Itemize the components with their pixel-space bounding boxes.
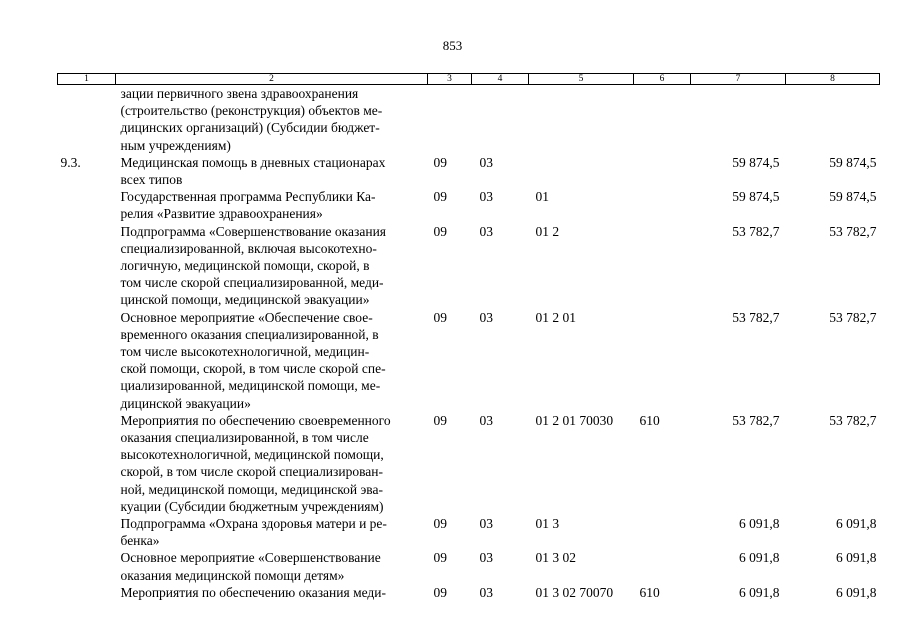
- target-article-code: 01: [535, 189, 549, 205]
- column-header: 7: [691, 74, 786, 85]
- amount-col8: [786, 85, 880, 154]
- table-row: [58, 412, 880, 515]
- row-number: [58, 223, 116, 309]
- expense-type-code: [634, 549, 691, 583]
- column-header: 4: [472, 74, 529, 85]
- row-number: [58, 309, 116, 412]
- row-description: Мероприятия по обеспечению оказания меди-: [120, 584, 387, 600]
- subsection-code: 03: [479, 550, 493, 566]
- amount-col7: 59 874,5: [732, 154, 780, 170]
- amount-col7: 6 091,8: [739, 584, 780, 600]
- table-row: [58, 223, 880, 309]
- table-row: [58, 549, 880, 583]
- target-article-code: 01 2 01: [535, 309, 576, 325]
- expense-type-code: 610: [639, 584, 660, 600]
- row-description: Медицинская помощь в дневных стационарах всех типов: [120, 154, 386, 188]
- table-row: [58, 154, 880, 188]
- table-row: [58, 515, 880, 549]
- amount-col7: 53 782,7: [732, 223, 780, 239]
- amount-col7: 6 091,8: [739, 550, 780, 566]
- subsection-code: 03: [479, 412, 493, 428]
- table-row: [58, 85, 880, 154]
- row-number: [58, 584, 116, 601]
- amount-col7: [691, 85, 786, 154]
- amount-col8: 6 091,8: [836, 584, 877, 600]
- section-code: 09: [433, 412, 447, 428]
- column-header: 2: [116, 74, 428, 85]
- page-number: 853: [442, 38, 463, 53]
- expense-type-code: [634, 154, 691, 188]
- row-description: Подпрограмма «Охрана здоровья матери и ре- бенка»: [120, 516, 387, 549]
- section-code: 09: [433, 189, 447, 205]
- row-number: [58, 85, 116, 154]
- table-row: [58, 188, 880, 222]
- column-number-header-row: [58, 74, 880, 85]
- target-article-code: [529, 85, 634, 154]
- column-header: 8: [786, 74, 880, 85]
- subsection-code: [472, 85, 529, 154]
- subsection-code: 03: [479, 223, 493, 239]
- column-header: 5: [529, 74, 634, 85]
- section-code: 09: [433, 550, 447, 566]
- amount-col8: 6 091,8: [836, 550, 877, 566]
- subsection-code: 03: [479, 584, 493, 600]
- column-header: 6: [634, 74, 691, 85]
- section-code: 09: [433, 223, 447, 239]
- row-number: [58, 188, 116, 222]
- row-description: Мероприятия по обеспечению своевременного оказания специализированной, в том числе высокотехнологичной, медицинской помощи, скорой, в том числе скорой специализирован- ной, медицинской помощи, медицинской эва- куации (Субсидии бюджетным учреждениям): [120, 412, 391, 514]
- expense-type-code: 610: [639, 412, 660, 428]
- target-article-code: 01 3 02: [535, 550, 576, 566]
- table-row: [58, 584, 880, 601]
- amount-col8: 53 782,7: [829, 223, 877, 239]
- row-number: [58, 412, 116, 515]
- column-header: 3: [428, 74, 472, 85]
- expense-type-code: [634, 223, 691, 309]
- amount-col8: 6 091,8: [836, 516, 877, 532]
- target-article-code: 01 2 01 70030: [535, 412, 614, 428]
- table-row: [58, 309, 880, 412]
- target-article-code: 01 3 02 70070: [535, 584, 614, 600]
- section-code: 09: [433, 584, 447, 600]
- expense-type-code: [634, 515, 691, 549]
- target-article-code: 01 3: [535, 516, 560, 532]
- section-code: 09: [433, 309, 447, 325]
- amount-col8: 59 874,5: [829, 154, 877, 170]
- amount-col8: 59 874,5: [829, 189, 877, 205]
- budget-table: [57, 73, 880, 601]
- subsection-code: 03: [479, 154, 493, 170]
- row-number: [58, 549, 116, 583]
- row-description: Основное мероприятие «Совершенствование оказания медицинской помощи детям»: [120, 550, 381, 583]
- subsection-code: 03: [479, 309, 493, 325]
- expense-type-code: [634, 309, 691, 412]
- section-code: 09: [433, 516, 447, 532]
- amount-col8: 53 782,7: [829, 309, 877, 325]
- amount-col7: 6 091,8: [739, 516, 780, 532]
- target-article-code: [529, 154, 634, 188]
- column-header: 1: [58, 74, 116, 85]
- amount-col7: 53 782,7: [732, 309, 780, 325]
- section-code: 09: [433, 154, 447, 170]
- amount-col7: 53 782,7: [732, 412, 780, 428]
- expense-type-code: [634, 188, 691, 222]
- row-description: Основное мероприятие «Обеспечение свое- временного оказания специализированной, в том числе высокотехнологичной, медицин- ской помощи, скорой, в том числе скорой спе- циализированной, медицинской помощи, ме- дицинской эвакуации»: [120, 309, 386, 411]
- row-description: зации первичного звена здравоохранения (строительство (реконструкция) объектов ме- дицинских организаций) (Субсидии бюджет- ным учреждениям): [120, 86, 383, 153]
- row-number: [58, 515, 116, 549]
- amount-col8: 53 782,7: [829, 412, 877, 428]
- row-description: Подпрограмма «Совершенствование оказания специализированной, включая высокотехно- логичную, медицинской помощи, скорой, в том числе скорой специализированной, меди- цинской помощи, медицинской эвакуации»: [120, 223, 387, 308]
- expense-type-code: [634, 85, 691, 154]
- amount-col7: 59 874,5: [732, 189, 780, 205]
- target-article-code: 01 2: [535, 223, 560, 239]
- row-description: Государственная программа Республики Ка- релия «Развитие здравоохранения»: [120, 189, 376, 222]
- subsection-code: 03: [479, 516, 493, 532]
- section-code: [428, 85, 472, 154]
- row-number: 9.3.: [60, 154, 81, 170]
- subsection-code: 03: [479, 189, 493, 205]
